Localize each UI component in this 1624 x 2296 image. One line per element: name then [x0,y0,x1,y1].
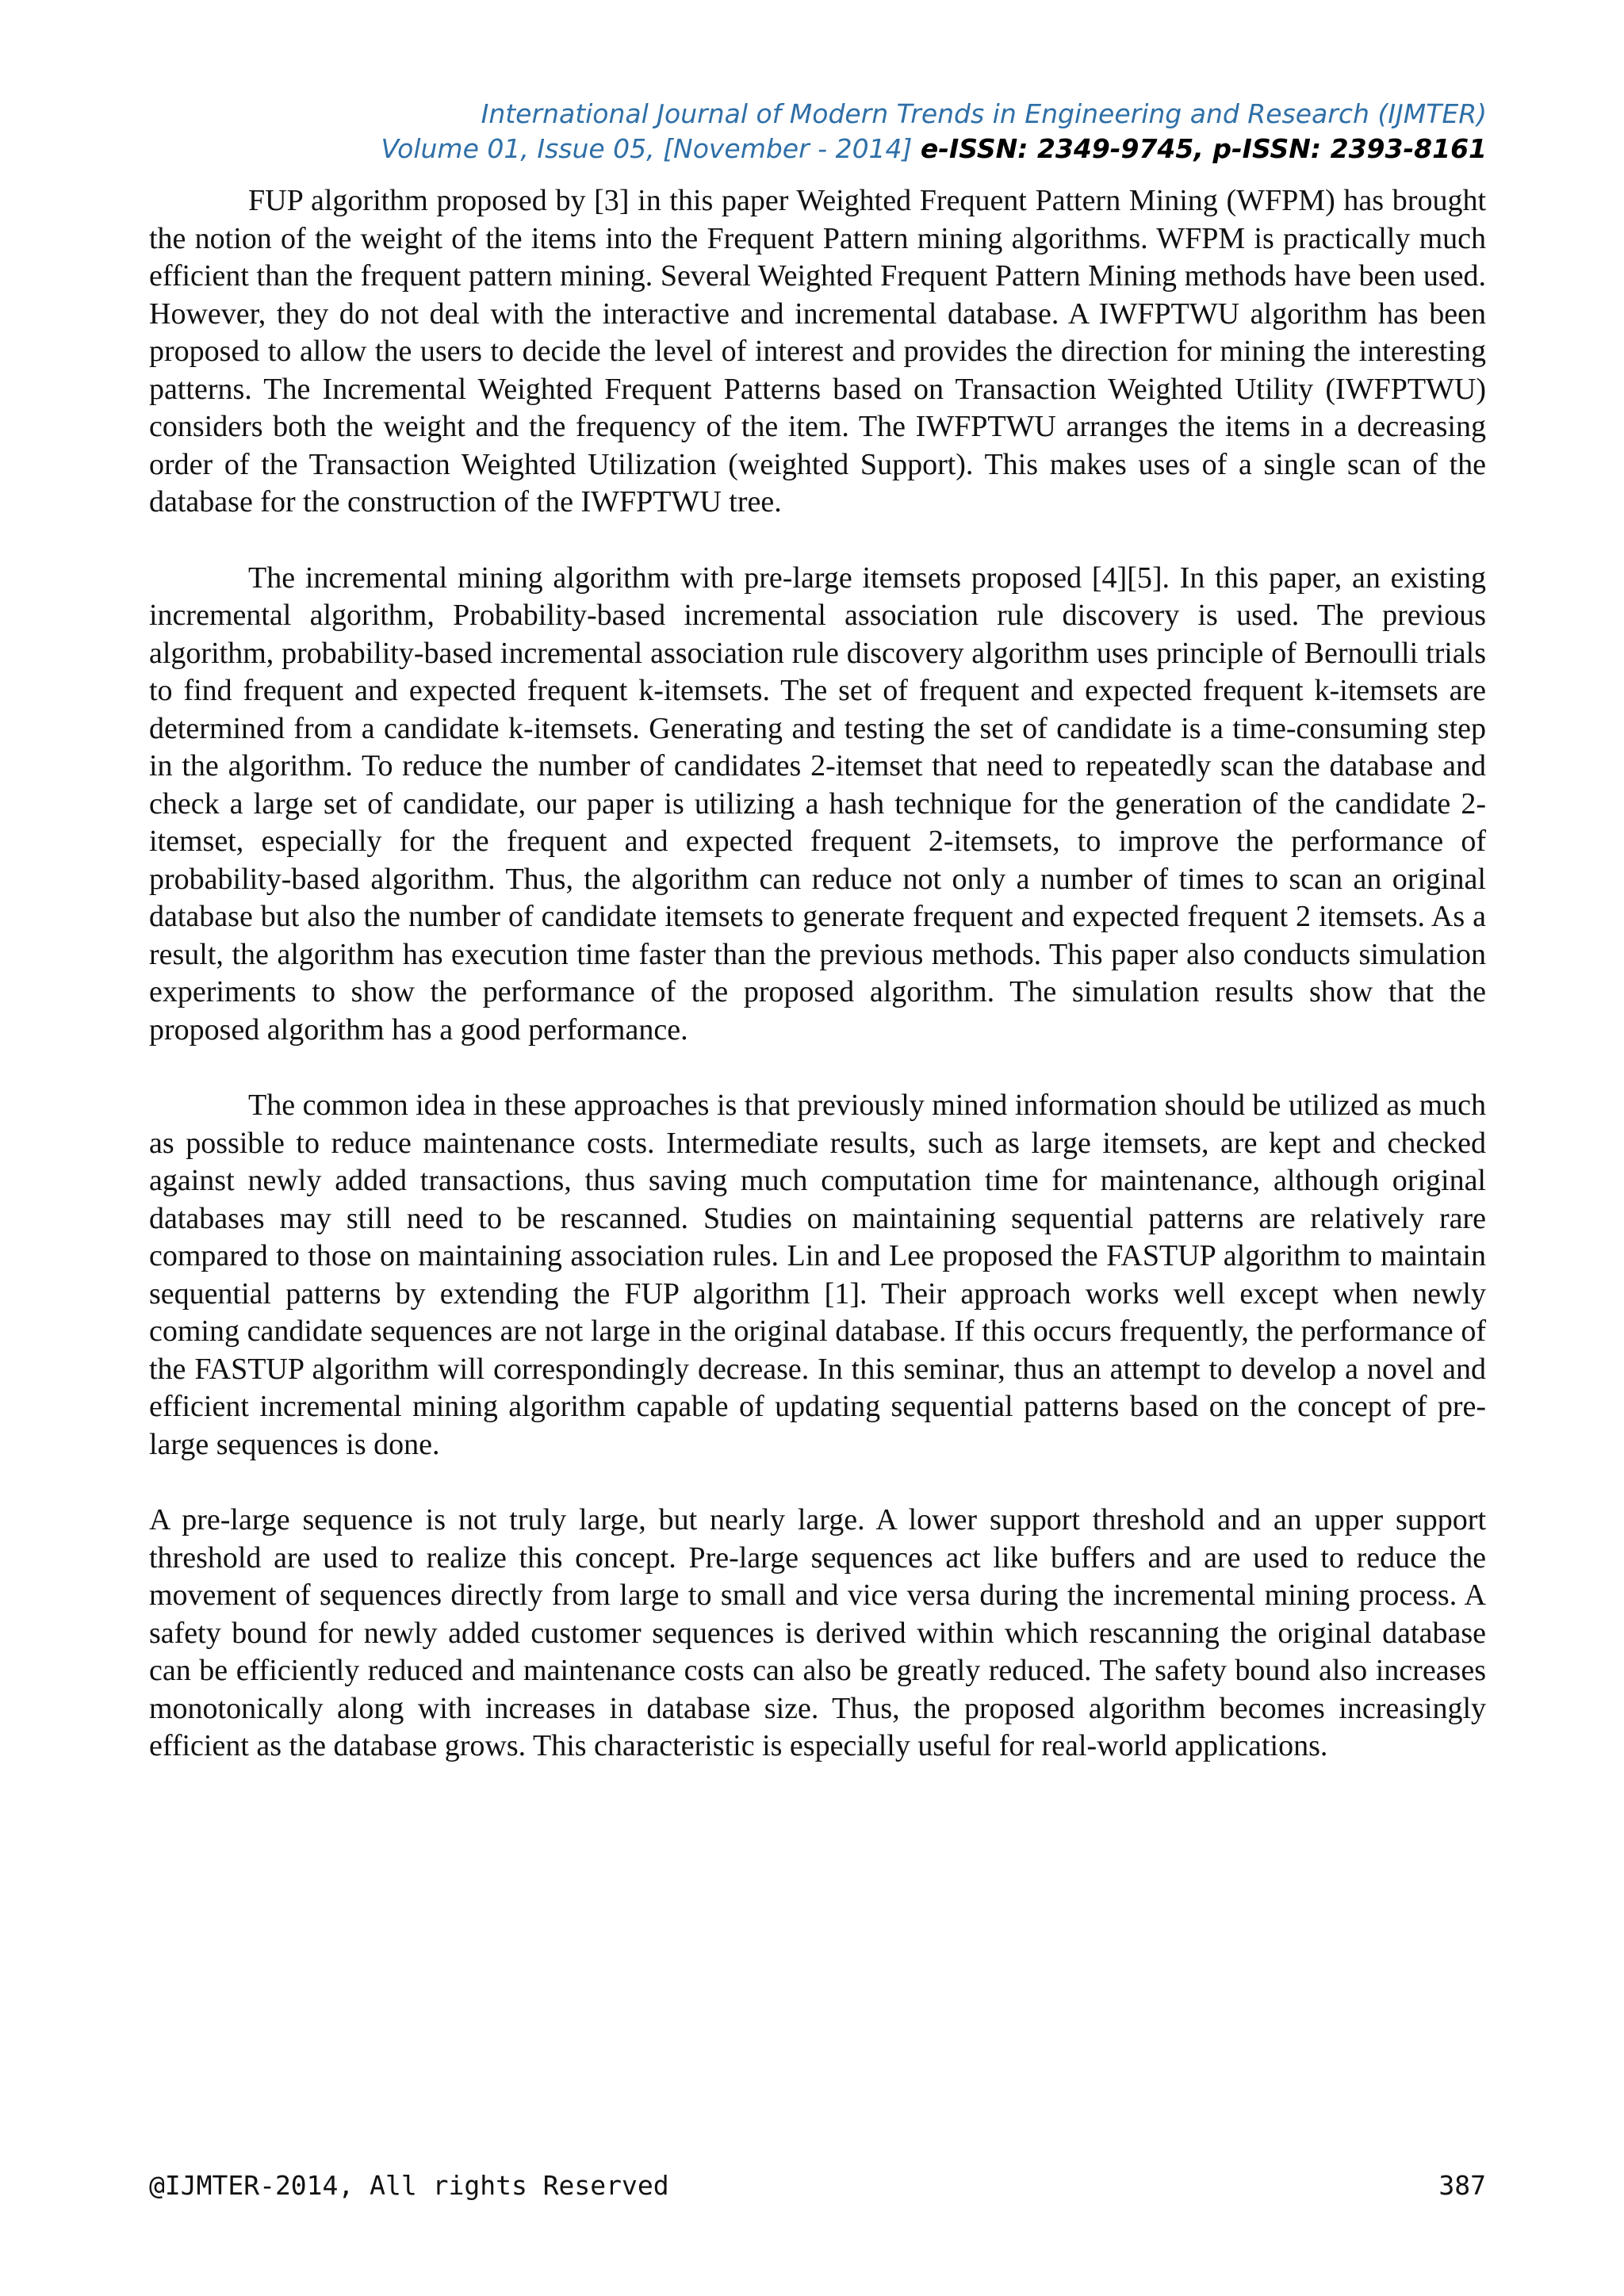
paragraph-wfpm: FUP algorithm proposed by [3] in this paper Weighted Frequent Pattern Mining (WFPM) has brought the notion of the weight of the items into the Frequent Pattern mining algorithms. WFPM is practically much efficient than the frequent pattern mining. Several Weighted Frequent Pattern Mining methods have been used. However, they do not deal with the interactive and incremental database. A IWFPTWU algorithm has been proposed to allow the users to decide the level of interest and provides the direction for mining the interesting patterns. The Incremental Weighted Frequent Patterns based on Transaction Weighted Utility (IWFPTWU) considers both the weight and the frequency of the item. The IWFPTWU arranges the items in a decreasing order of the Transaction Weighted Utilization (weighted Support). This makes uses of a single scan of the database for the construction of the IWFPTWU tree. [149,184,1486,519]
page-number: 387 [1438,2170,1486,2201]
paragraph-pre-large-sequence: A pre-large sequence is not truly large, but nearly large. A lower support threshold and an upper support threshold are used to realize this concept. Pre-large sequences act like buffers and are used to reduce the movement of sequences directly from large to small and vice versa during the incremental mining process. A safety bound for newly added customer sequences is derived within which rescanning the original database can be efficiently reduced and maintenance costs can also be greatly reduced. The safety bound also increases monotonically along with increases in database size. Thus, the proposed algorithm becomes increasingly efficient as the database grows. This characteristic is especially useful for real-world applications. [149,1503,1486,1762]
issn-numbers: e-ISSN: 2349-9745, p-ISSN: 2393-8161 [920,133,1487,164]
article-body [149,182,1486,1804]
paragraph-common-idea: The common idea in these approaches is that previously mined information should be utilized as much as possible to reduce maintenance costs. Intermediate results, such as large itemsets, are kept and checked against newly added transactions, thus saving much computation time for maintenance, although original databases may still need to be rescanned. Studies on maintaining sequential patterns are relatively rare compared to those on maintaining association rules. Lin and Lee proposed the FASTUP algorithm to maintain sequential patterns by extending the FUP algorithm [1]. Their approach works well except when newly coming candidate sequences are not large in the original database. If this occurs frequently, the performance of the FASTUP algorithm will correspondingly decrease. In this seminar, thus an attempt to develop a novel and efficient incremental mining algorithm capable of updating sequential patterns based on the concept of pre-large sequences is done. [149,1089,1486,1461]
paragraph-pre-large-itemsets: The incremental mining algorithm with pre-large itemsets proposed [4][5]. In this paper, an existing incremental algorithm, Probability-based incremental association rule discovery is used. The previous algorithm, probability-based incremental association rule discovery algorithm uses principle of Bernoulli trials to find frequent and expected frequent k-itemsets. The set of frequent and expected frequent k-itemsets are determined from a candidate k-itemsets. Generating and testing the set of candidate is a time-consuming step in the algorithm. To reduce the number of candidates 2-itemset that need to repeatedly scan the database and check a large set of candidate, our paper is utilizing a hash technique for the generation of the candidate 2-itemset, especially for the frequent and expected frequent 2-itemsets, to improve the performance of probability-based algorithm. Thus, the algorithm can reduce not only a number of times to scan an original database but also the number of candidate itemsets to generate frequent and expected frequent 2 itemsets. As a result, the algorithm has execution time faster than the previous methods. This paper also conducts simulation experiments to show the performance of the proposed algorithm. The simulation results show that the proposed algorithm has a good performance. [149,561,1486,1047]
journal-volume-line [143,132,1487,166]
journal-title: International Journal of Modern Trends in Engineering and Research (IJMTER) [481,98,1487,129]
volume-issue: Volume 01, Issue 05, [November - 2014] [381,133,921,164]
journal-header [143,97,1487,166]
copyright-notice: @IJMTER-2014, All rights Reserved [149,2170,669,2201]
